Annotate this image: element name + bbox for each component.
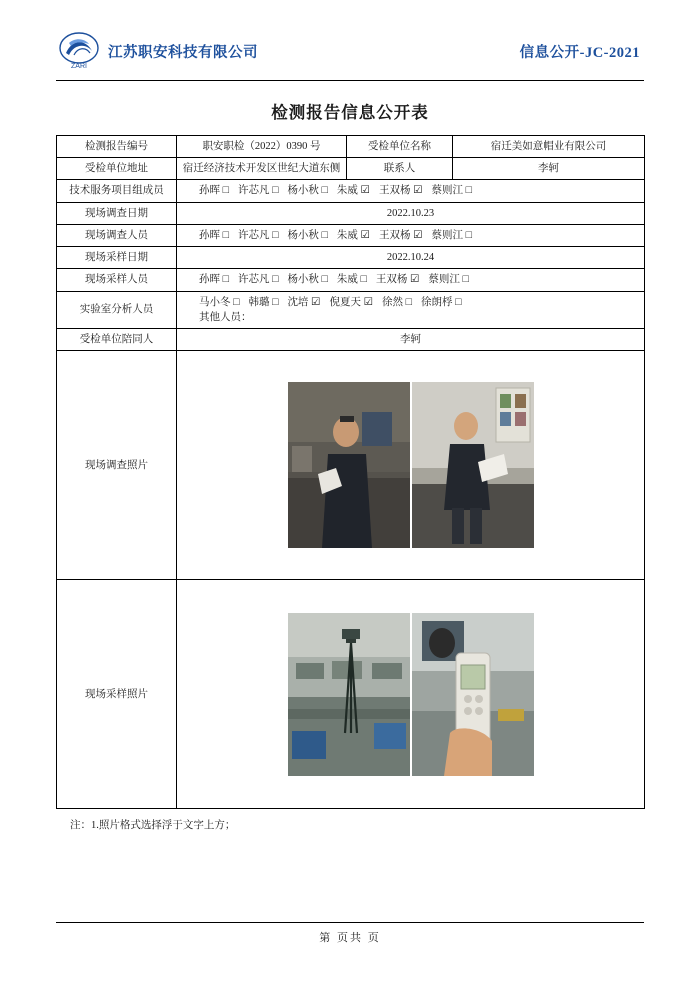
table-row-sampling-photos [57, 580, 645, 809]
sampling-photo-group [181, 583, 640, 805]
lab-staff-list [181, 295, 640, 310]
report-info-table [56, 135, 645, 809]
survey-photo-1 [288, 382, 410, 548]
sampling-staff-cell [177, 269, 645, 291]
client-name-value: 宿迁美如意帽业有限公司 [453, 136, 645, 158]
member-checkbox-item[interactable]: 蔡则江 □ [431, 185, 472, 197]
lab-staff-label: 实验室分析人员 [57, 291, 177, 328]
member-checkbox-item[interactable]: 蔡则江 □ [428, 274, 469, 286]
member-checkbox-item[interactable]: 杨小秋 □ [287, 229, 328, 241]
sampling-photo-1 [288, 613, 410, 776]
table-row-sampling-date [57, 247, 645, 269]
client-addr-value: 宿迁经济技术开发区世纪大道东侧 [177, 158, 347, 180]
survey-photo-2 [412, 382, 534, 548]
member-checkbox-item[interactable]: 徐然 □ [382, 296, 412, 308]
member-checkbox-item[interactable]: 许芯凡 □ [237, 185, 279, 197]
survey-photo-label: 现场调查照片 [57, 351, 177, 580]
sampling-photo-label: 现场采样照片 [57, 580, 177, 809]
sampling-photo-2 [412, 613, 534, 776]
escort-value: 李轲 [177, 328, 645, 350]
team-members-cell [177, 180, 645, 202]
survey-photo-cell [177, 351, 645, 580]
member-checkbox-item[interactable]: 朱威 □ [336, 274, 367, 286]
table-row-survey-date [57, 202, 645, 224]
member-checkbox-item[interactable]: 许芯凡 □ [237, 274, 279, 286]
table-row-sampling-staff [57, 269, 645, 291]
lab-staff-cell [177, 291, 645, 328]
page-title: 检测报告信息公开表 [271, 103, 429, 122]
member-checkbox-item[interactable]: 王双杨 ☑ [378, 185, 423, 197]
sampling-photo-cell [177, 580, 645, 809]
contact-label: 联系人 [347, 158, 453, 180]
sampling-date-value: 2022.10.24 [177, 247, 645, 269]
svg-text:ZARI: ZARI [71, 63, 87, 70]
table-row-team [57, 180, 645, 202]
sampling-staff-label: 现场采样人员 [57, 269, 177, 291]
table-row-escort [57, 328, 645, 350]
member-checkbox-item[interactable]: 沈培 ☑ [287, 296, 321, 308]
table-row-survey-staff [57, 224, 645, 246]
survey-photo-group [181, 354, 640, 576]
member-checkbox-item[interactable]: 朱威 ☑ [336, 229, 370, 241]
client-name-label: 受检单位名称 [347, 136, 453, 158]
page-header [56, 28, 644, 81]
member-checkbox-item[interactable]: 王双杨 ☑ [378, 229, 423, 241]
escort-label: 受检单位陪同人 [57, 328, 177, 350]
table-row-lab-staff [57, 291, 645, 328]
member-checkbox-item[interactable]: 王双杨 ☑ [375, 274, 420, 286]
member-checkbox-item[interactable]: 倪夏天 ☑ [329, 296, 374, 308]
member-checkbox-item[interactable]: 孙晖 □ [199, 185, 229, 197]
lab-other-label: 其他人员： [199, 311, 252, 323]
team-label: 技术服务项目组成员 [57, 180, 177, 202]
member-checkbox-item[interactable]: 朱威 ☑ [336, 185, 370, 197]
survey-staff-cell [177, 224, 645, 246]
header-left [56, 31, 258, 71]
company-name: 江苏职安科技有限公司 [108, 44, 258, 61]
contact-value: 李轲 [453, 158, 645, 180]
table-row-address [57, 158, 645, 180]
member-checkbox-item[interactable]: 蔡则江 □ [431, 229, 472, 241]
report-no-value: 职安职检（2022）0390 号 [177, 136, 347, 158]
team-members-list [181, 183, 640, 198]
member-checkbox-item[interactable]: 许芯凡 □ [237, 229, 279, 241]
company-logo-icon [56, 31, 102, 71]
member-checkbox-item[interactable]: 马小冬 □ [199, 296, 240, 308]
member-checkbox-item[interactable]: 韩璐 □ [248, 296, 279, 308]
report-no-label: 检测报告编号 [57, 136, 177, 158]
member-checkbox-item[interactable]: 杨小秋 □ [287, 274, 328, 286]
page-footer: 第 页共 页 [56, 922, 644, 945]
member-checkbox-item[interactable]: 孙晖 □ [199, 229, 229, 241]
survey-date-label: 现场调查日期 [57, 202, 177, 224]
member-checkbox-item[interactable]: 杨小秋 □ [287, 185, 328, 197]
sampling-date-label: 现场采样日期 [57, 247, 177, 269]
member-checkbox-item[interactable]: 孙晖 □ [199, 274, 229, 286]
table-row-survey-photos [57, 351, 645, 580]
survey-staff-list [181, 228, 640, 243]
survey-date-value: 2022.10.23 [177, 202, 645, 224]
member-checkbox-item[interactable]: 徐朗桴 □ [421, 296, 462, 308]
document-code: 信息公开-JC-2021 [519, 44, 640, 61]
sampling-staff-list [181, 272, 640, 287]
survey-staff-label: 现场调查人员 [57, 224, 177, 246]
table-row-report-no [57, 136, 645, 158]
footnote: 注：1.照片格式选择浮于文字上方； [70, 820, 236, 832]
client-addr-label: 受检单位地址 [57, 158, 177, 180]
